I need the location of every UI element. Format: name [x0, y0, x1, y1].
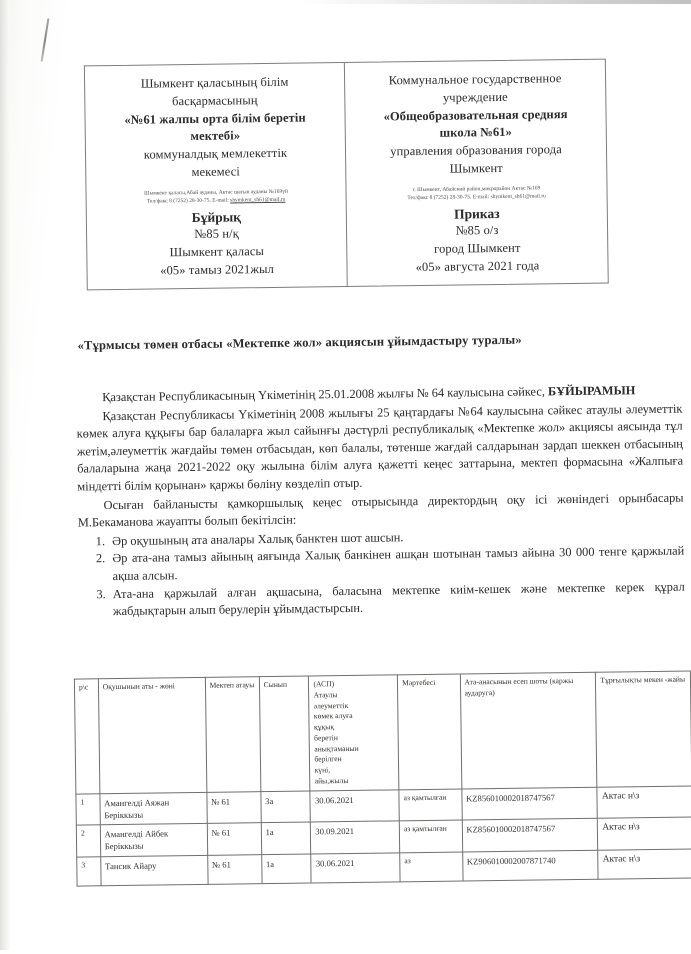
row-status: аз қамтылған — [399, 820, 462, 852]
roster-header-date-line-1: (АСП) — [313, 679, 335, 689]
roster-header-date-line-6: беретін — [314, 733, 339, 743]
order-body — [76, 382, 685, 622]
row-certificate-date: 30.06.2021 — [310, 790, 399, 823]
row-status: аз — [400, 852, 463, 882]
letterhead-ru-line-3: управления образования города — [390, 142, 562, 159]
row-school: № 61 — [207, 823, 261, 855]
letterhead-kz-city: Шымкент қаласы — [169, 244, 265, 260]
roster-table-head — [74, 671, 691, 794]
letterhead-ru-order-number: №85 о/з — [455, 223, 499, 238]
row-certificate-date: 30.06.2021 — [311, 852, 400, 882]
row-school: № 61 — [206, 791, 260, 823]
roster-header-date-line-9: күні, — [314, 765, 331, 775]
roster-header-date-line-4: көмек алуға — [313, 711, 353, 721]
row-account-number: KZ906010002007871740 — [462, 850, 598, 881]
roster-header-school: Мектеп атауы — [205, 677, 261, 793]
row-school: № 61 — [207, 854, 261, 884]
letterhead-ru-contact — [355, 192, 599, 204]
letterhead-kz-line-4: мекемесі — [191, 164, 241, 179]
letterhead-kz-contact — [95, 195, 338, 207]
roster-header-status: Мәртебесі — [397, 674, 461, 790]
body-paragraph-2: Қазақстан Республикасы Үкіметінің 2008 жылығы 25 қаңтардағы №64 каулысына сәйкес атаулы әлеуметтік көмек алуға құқығы бар балаларға жыл сайынғы дәстүрлі республикалық «Мектепке жол» акциясы аясында тұл жетім,әлеуметтік жағдайы төмен отбасыдан, көп балалы, төтенше жағдай салдарынан зардап шеккен отбасының балаларына жаңа 2021-2022 оқу жылына білім алуға қажетті кеңес заттарына, мектеп формасына «Жалпыға міндетті білім қорынан» қаржы бөліну көзделіп отыр. — [76, 401, 684, 494]
roster-header-date-line-2: Атаулы — [313, 689, 338, 700]
letterhead-kz-date: «05» тамыз 2021жыл — [160, 261, 274, 278]
letterhead-kz-line-3: коммуналдық мемлекеттік — [143, 145, 288, 162]
body-paragraph-1-text: Қазақстан Республикасының Үкіметінің 25.01.2008 жылғы № 64 каулысына сәйкес, — [102, 384, 549, 405]
letterhead-ru-city: город Шымкент — [434, 240, 521, 256]
row-grade: 3а — [261, 791, 311, 823]
row-certificate-date: 30.09.2021 — [311, 821, 400, 854]
letterhead-ru-order-word: Приказ — [453, 206, 500, 222]
students-roster-table — [74, 671, 691, 887]
row-status: аз қамтылған — [399, 789, 462, 821]
letterhead-ru-line-4: Шымкент — [449, 160, 503, 176]
row-account-number: KZ856010002018747567 — [462, 818, 598, 851]
letterhead-kz-school-2: мектебі» — [190, 128, 241, 144]
order-items-list — [78, 525, 685, 621]
letterhead-ru-line-2: учреждение — [442, 89, 508, 105]
body-command-word: БҰЙЫРАМЫН — [547, 383, 636, 399]
roster-header-date-line-7: анықтаманын — [314, 743, 359, 754]
letterhead-ru-fineprint — [354, 183, 598, 203]
order-item-1: 1. Әр оқушының ата аналары Халық банктен шот ашсын. — [108, 525, 684, 550]
row-student-name: Амангелді Аяжан Беріккызы — [100, 792, 207, 825]
row-grade: 1а — [261, 854, 311, 884]
letterhead-kz-order-word: Бұйрық — [191, 209, 242, 226]
roster-header-date-line-10: айы,жылы — [314, 776, 349, 786]
order-item-2: 2. Әр ата-ана тамыз айының аяғында Халық банкінен ашқан шотынан тамыз айына 30 000 тенге қаржылай ақша алсын. — [108, 543, 684, 586]
roster-header-row — [74, 671, 691, 794]
row-address: Актас н\з — [597, 786, 691, 819]
row-address: Актас н\з — [598, 849, 691, 879]
row-index: 3 — [77, 856, 101, 885]
roster-header-certificate-date-stack — [313, 678, 394, 787]
letterhead-ru-date: «05» августа 2021 года — [415, 258, 540, 274]
row-student-name: Тансик Айару — [100, 855, 207, 885]
letterhead-kz-contact-prefix: Тел/факс 8 (7252) 28-30-75. E-mail: — [146, 197, 231, 205]
row-student-name: Амангелді Айбек Беріккызы — [100, 824, 207, 857]
letterhead-kazakh-block — [85, 63, 348, 289]
letterhead-russian-block — [345, 60, 608, 286]
row-address: Актас н\з — [598, 817, 691, 850]
row-grade: 1а — [261, 822, 311, 854]
body-paragraph-3: Осыған байланысты қамкоршылық кеңес отырысында директордың оқу ісі жөніндегі орынбасары М.Бекаманова жауапты болып бекітілсін: — [77, 490, 684, 530]
letterhead-kz-order-number: №85 н/қ — [194, 226, 239, 242]
letterhead-box — [84, 59, 609, 290]
roster-header-date-line-3: әлеуметтік — [313, 700, 349, 711]
roster-header-index: р\с — [74, 679, 99, 794]
roster-header-date-line-8: берілген — [314, 754, 342, 764]
letterhead-ru-contact-prefix: Тел/факс 8 (7252) 28-30-75. E-mail: — [407, 193, 491, 202]
row-index: 2 — [76, 825, 100, 857]
letterhead-ru-school-1: «Общеобразовательная средняя — [383, 106, 568, 123]
order-item-3: 3. Ата-ана қаржылай алған ақшасына, баласына мектепке киім-кешек және мектепке керек құрал жабдықтарын алып берулерін ұйымдастырсын. — [109, 578, 685, 621]
roster-header-grade: Сынып — [259, 676, 310, 791]
roster-header-account: Ата-анасынын есеп шоты (каржы аударуга) — [460, 672, 597, 789]
roster-header-address: Тұрғылықты мекен -жайы — [596, 671, 691, 787]
letterhead-kz-address: Шымкент қаласы,Абай ауданы, Актас шағын ауданы №169үй — [144, 188, 288, 197]
letterhead-ru-email: shymkent_sh61@mail.ru — [490, 193, 546, 200]
roster-header-name: Оқушынын аты - жөні — [98, 677, 206, 793]
roster-table-body — [76, 786, 691, 886]
letterhead-ru-school-2: школа №61» — [439, 125, 513, 140]
row-account-number: KZ856010002018747567 — [461, 787, 597, 820]
roster-header-certificate-date — [309, 675, 399, 791]
letterhead-kz-line-2: басқармасының — [171, 92, 258, 108]
letterhead-ru-line-1: Коммунальное государственное — [388, 71, 562, 88]
letterhead-kz-email: shymkent_sh61@mail.ru — [230, 196, 286, 204]
letterhead-kz-fineprint — [94, 187, 337, 207]
letterhead-kz-school-1: «№61 жалпы орта білім беретін — [124, 109, 306, 127]
letterhead-ru-address: г. Шымкент, Абайский район,микрорайон Актас №169 — [412, 184, 541, 193]
roster-header-date-line-5: құқық — [313, 722, 335, 732]
row-index: 1 — [76, 794, 100, 826]
letterhead-kz-line-1: Шымкент қаласының білім — [140, 74, 289, 91]
order-subject-line: «Тұрмысы төмен отбасы «Мектепке жол» акциясын ұйымдастыру туралы» — [77, 332, 522, 353]
